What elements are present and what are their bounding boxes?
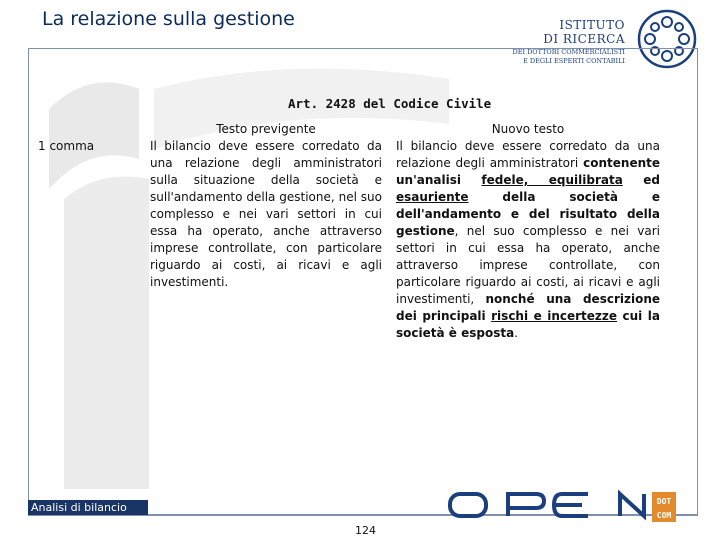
logo-line-3: DEI DOTTORI COMMERCIALISTI [512, 48, 625, 56]
dotcom-badge [652, 492, 676, 522]
old-text-column [150, 121, 382, 291]
page-title: La relazione sulla gestione [42, 8, 295, 30]
badge-line-2: COM [656, 511, 672, 520]
badge-line-1: DOT [656, 497, 672, 506]
logo-line-4: E DEGLI ESPERTI CONTABILI [523, 57, 625, 65]
logo-line-1: ISTITUTO [559, 18, 625, 32]
open-logo [448, 486, 648, 522]
old-text-paragraph: Il bilancio deve essere corredato da una relazione degli amministratori sulla situazione della società e sull'andamento della gestione, nel suo complesso e nei vari settori in cui essa ha operato, anche attraverso imprese controllate, con particolare riguardo ai costi, ai ricavi e agli investimenti. [150, 139, 382, 289]
new-text-header: Nuovo testo [491, 122, 565, 136]
article-heading: Art. 2428 del Codice Civile [288, 96, 492, 111]
logo-line-2: DI RICERCA [543, 32, 625, 46]
new-text-underline-1: fedele, equilibrata [481, 173, 623, 187]
new-text-middle: , nel suo complesso e nei vari settori in cui essa ha operato, anche attraverso imprese controllate, con particolare riguardo ai costi, ai ricavi e agli investimenti, [396, 224, 660, 306]
new-text-intro: Il bilancio deve essere corredato da una relazione degli amministratori [396, 139, 660, 170]
new-text-bold-2: ed [622, 173, 660, 187]
new-text-underline-2: esauriente [396, 190, 469, 204]
new-text-bold-3: della società e dell'andamento e del risultato della gestione [396, 190, 660, 238]
new-text-column [396, 121, 660, 342]
new-text-end: . [514, 326, 518, 340]
page-number: 124 [355, 524, 376, 537]
new-text-body [396, 138, 660, 342]
new-text-bold-5: cui la società è esposta [396, 309, 660, 340]
new-text-bold-4: nonché una descrizione dei principali [396, 292, 661, 323]
new-text-underline-3: rischi e incertezze [491, 309, 618, 323]
comma-label: 1 comma [38, 139, 95, 153]
old-text-header: Testo previgente [216, 122, 316, 136]
old-text-body [150, 138, 382, 291]
new-text-bold-1: contenente un'analisi [396, 156, 660, 187]
footer-label: Analisi di bilancio [31, 501, 127, 514]
